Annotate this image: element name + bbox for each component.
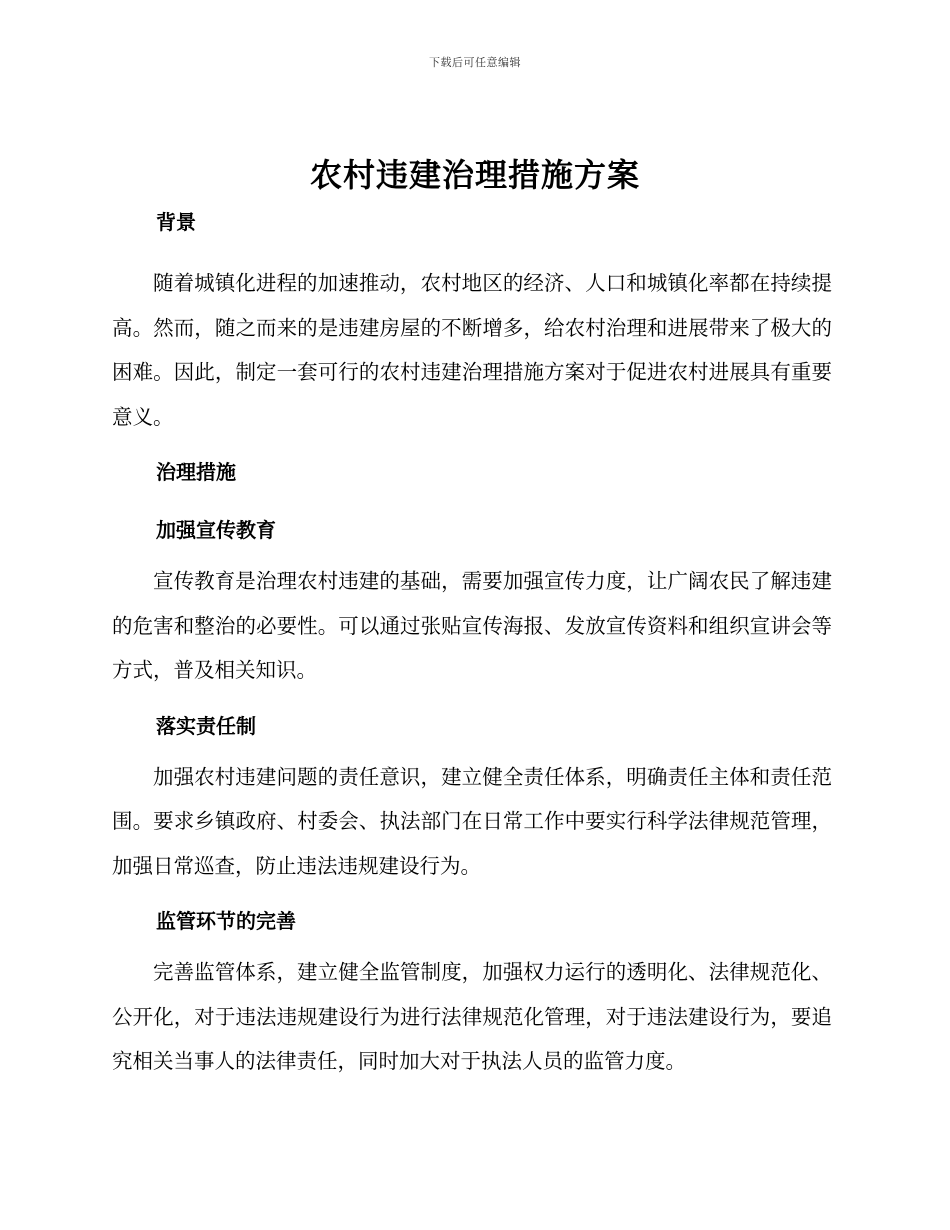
header-note: 下载后可任意编辑 xyxy=(429,56,521,69)
paragraph-responsibility: 加强农村违建问题的责任意识，建立健全责任体系，明确责任主体和责任范围。要求乡镇政府、村委会、执法部门在日常工作中要实行科学法律规范管理，加强日常巡查，防止违法违规建设行为。 xyxy=(112,764,832,878)
paragraph-background: 随着城镇化进程的加速推动，农村地区的经济、人口和城镇化率都在持续提高。然而，随之而来的是违建房屋的不断增多，给农村治理和进展带来了极大的困难。因此，制定一套可行的农村违建治理措施方案对于促进农村进展具有重要意义。 xyxy=(112,271,832,429)
heading-propaganda: 加强宣传教育 xyxy=(156,518,276,542)
heading-measures: 治理措施 xyxy=(156,460,236,484)
paragraph-propaganda: 宣传教育是治理农村违建的基础，需要加强宣传力度，让广阔农民了解违建的危害和整治的必要性。可以通过张贴宣传海报、发放宣传资料和组织宣讲会等方式，普及相关知识。 xyxy=(112,569,832,682)
heading-background: 背景 xyxy=(156,210,196,234)
heading-responsibility: 落实责任制 xyxy=(156,713,256,738)
document-title: 农村违建治理措施方案 xyxy=(309,156,640,194)
heading-supervision: 监管环节的完善 xyxy=(156,909,296,933)
document-body xyxy=(112,203,832,1084)
paragraph-supervision: 完善监管体系，建立健全监管制度，加强权力运行的透明化、法律规范化、公开化，对于违法违规建设行为进行法律规范化管理，对于违法建设行为，要追究相关当事人的法律责任，同时加大对于执法人员的监管力度。 xyxy=(112,960,832,1073)
